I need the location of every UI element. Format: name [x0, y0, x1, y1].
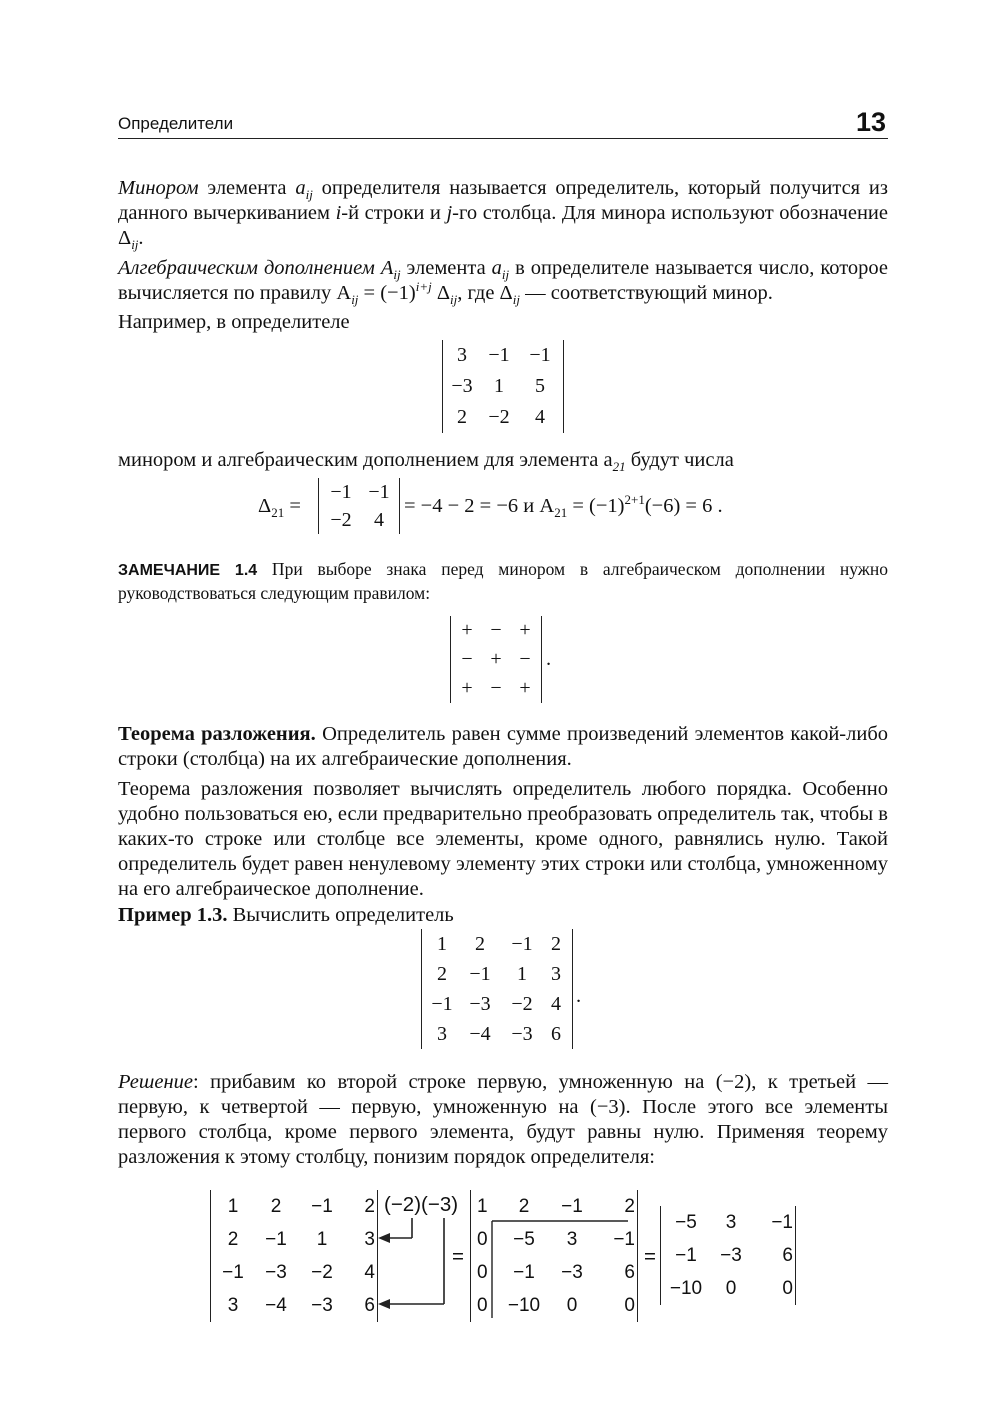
term-minor: Минором	[118, 177, 199, 199]
note-text: При выборе знака перед минором в алгебраическом дополнении нужно руководствоваться следующим правилом:	[118, 559, 888, 603]
matrix-row	[473, 1190, 635, 1223]
text: будут числа	[625, 449, 734, 471]
cell: 0	[782, 1277, 793, 1299]
sub: ij	[393, 267, 401, 283]
sub: ij	[512, 292, 520, 308]
final-determinant-middle	[470, 1190, 638, 1322]
matrix-row	[473, 1256, 635, 1289]
cell: 1	[316, 1228, 328, 1250]
sup: i+j	[415, 279, 432, 295]
sub: 21	[612, 459, 626, 475]
example-intro: Например, в определителе	[118, 311, 350, 333]
solution-text: : прибавим ко второй строке первую, умноженную на (−2), к третьей — первую, к четвертой — первую, умноженную на (−3). После этого все элементы первого столбца, кроме первого элемента, будут равны нулю. Применяя теорему разложения к этому столбцу, понизим порядок определителя:	[118, 1071, 888, 1168]
text: =	[284, 495, 301, 517]
cell: −1	[529, 344, 551, 366]
cell: 1	[437, 932, 447, 955]
theorem-text: Определитель равен сумме произведений элементов какой-либо строки (столбца) на их алгебраические дополнения.	[118, 723, 888, 770]
cell: −1	[368, 480, 390, 503]
cell: −1	[222, 1261, 244, 1283]
cell: −1	[675, 1244, 697, 1266]
text: элемента	[400, 257, 492, 279]
sub: 21	[271, 505, 285, 521]
cell: 4	[535, 406, 545, 428]
var-a: a	[491, 257, 502, 279]
cell: −	[519, 648, 531, 670]
sub: ij	[351, 292, 359, 308]
cell: +	[519, 619, 531, 641]
cell: 0	[725, 1277, 737, 1299]
sub: ij	[131, 237, 139, 253]
term-cofactor: Алгебраическим дополнением	[118, 257, 375, 279]
equals-sign-2: =	[644, 1245, 656, 1268]
matrix-table	[663, 1206, 793, 1305]
cell: −3	[451, 375, 473, 397]
cell: 3	[551, 962, 561, 985]
text: = −4 − 2 = −6 и A	[404, 495, 555, 517]
matrix-row	[663, 1206, 793, 1239]
matrix-row	[473, 1289, 635, 1322]
final-determinant-right	[660, 1206, 796, 1305]
cell: −2	[511, 992, 533, 1015]
cell: 6	[364, 1294, 375, 1316]
cell: −	[490, 619, 502, 641]
text: — соответствующий минор.	[519, 282, 773, 304]
cell: 3	[725, 1211, 737, 1233]
cell: −1	[311, 1195, 333, 1217]
cell: 0	[624, 1294, 635, 1316]
arrow-head	[378, 1233, 390, 1243]
cell: 6	[782, 1244, 793, 1266]
cell: 0	[477, 1261, 488, 1283]
text: = (−1)	[567, 495, 625, 517]
cell: 0	[477, 1294, 488, 1316]
cell: +	[461, 619, 473, 641]
text: Δ	[431, 282, 451, 304]
solution-title: Решение	[118, 1071, 193, 1093]
cell: −3	[265, 1261, 287, 1283]
cell: +	[490, 648, 502, 670]
sub: ij	[450, 292, 458, 308]
cell: −4	[469, 1022, 491, 1045]
cell: −	[461, 648, 473, 670]
text: -го столбца. Для минора используют обозначение Δ	[118, 202, 888, 249]
cell: −1	[613, 1228, 635, 1250]
cell: −1	[469, 962, 491, 985]
text: Δ	[258, 495, 272, 517]
cell: 2	[624, 1195, 635, 1217]
cell: −1	[513, 1261, 535, 1283]
note-label: ЗАМЕЧАНИЕ 1.4	[118, 562, 258, 579]
cell: 4	[374, 508, 384, 531]
cell: −1	[511, 932, 533, 955]
cell: −1	[561, 1195, 583, 1217]
cell: −2	[311, 1261, 333, 1283]
cell: 3	[364, 1228, 375, 1250]
page-number: 13	[855, 107, 886, 137]
matrix-table	[473, 1190, 635, 1322]
cell: 3	[457, 344, 467, 366]
cell: −1	[330, 480, 352, 503]
cell: 3	[566, 1228, 578, 1250]
cell: −10	[669, 1277, 703, 1299]
cell: 3	[437, 1022, 447, 1045]
cell: 0	[566, 1294, 578, 1316]
var-i: i	[335, 202, 342, 224]
matrix2-period: .	[576, 985, 582, 1007]
cell: 2	[518, 1195, 530, 1217]
cell: −1	[265, 1228, 287, 1250]
cell: 2	[437, 962, 447, 985]
cell: 6	[624, 1261, 635, 1283]
theorem-title: Теорема разложения.	[118, 723, 316, 745]
cell: 1	[517, 962, 527, 985]
var-j: j	[446, 202, 453, 224]
text: = (−1)	[358, 282, 416, 304]
text: минором и алгебраическим дополнением для элемента a	[118, 449, 613, 471]
cell: 6	[551, 1022, 561, 1045]
matrix-row	[663, 1272, 793, 1305]
cell: 4	[551, 992, 561, 1015]
cell: 2	[551, 932, 561, 955]
sup: 2+1	[624, 492, 645, 508]
example-title: Пример 1.3.	[118, 904, 228, 926]
cell: 3	[227, 1294, 239, 1316]
cell: −1	[488, 344, 510, 366]
text: .	[138, 227, 144, 249]
cell: −5	[675, 1211, 697, 1233]
cell: 2	[227, 1228, 239, 1250]
cell: −5	[513, 1228, 535, 1250]
sub: ij	[305, 187, 313, 203]
text: (−6) = 6 .	[644, 495, 723, 517]
cell: +	[461, 677, 473, 699]
var-A: A	[374, 257, 394, 279]
text: определителя называется определитель, который получится из данного вычеркиванием	[118, 177, 889, 224]
cell: 2	[364, 1195, 375, 1217]
equals-sign: =	[452, 1245, 464, 1268]
sub: ij	[501, 267, 510, 283]
cell: −3	[469, 992, 491, 1015]
var-a: a	[295, 177, 306, 199]
cell: 2	[457, 406, 467, 428]
matrix-row	[473, 1223, 635, 1256]
cell: −1	[771, 1211, 793, 1233]
cell: −3	[311, 1294, 333, 1316]
text: элемента	[198, 177, 296, 199]
example-text: Вычислить определитель	[227, 904, 454, 926]
cell: −4	[265, 1294, 287, 1316]
sign-matrix-period: .	[546, 648, 552, 670]
matrix-row	[663, 1239, 793, 1272]
cell: 5	[535, 375, 545, 397]
cell: −	[490, 677, 502, 699]
theorem-explanation: Теорема разложения позволяет вычислять определитель любого порядка. Особенно удобно пользоваться ею, если предварительно преобразовать определитель так, чтобы в каких-то строке или столбце все элементы, кроме одного, равнялись нулю. Такой определитель будет равен ненулевому элементу этих строки или столбца, умноженному на его алгебраическое дополнение.	[118, 778, 888, 900]
arrow-head	[378, 1299, 390, 1309]
cell: −2	[330, 508, 352, 531]
cell: 2	[475, 932, 485, 955]
cell: −2	[488, 406, 510, 428]
sub: 21	[554, 505, 568, 521]
cell: 0	[477, 1228, 488, 1250]
header-title: Определители	[118, 114, 234, 133]
cell: −3	[720, 1244, 742, 1266]
cell: −3	[561, 1261, 583, 1283]
text: , где Δ	[457, 282, 513, 304]
cell: +	[519, 677, 531, 699]
cell: 1	[477, 1195, 488, 1217]
cell: 1	[227, 1195, 239, 1217]
cell: −3	[511, 1022, 533, 1045]
cell: 2	[270, 1195, 282, 1217]
cell: 4	[364, 1261, 375, 1283]
text: в определителе называется число, которое вычисляется по правилу A	[118, 257, 889, 304]
row-multipliers: (−2)(−3)	[384, 1193, 459, 1216]
cell: −1	[431, 992, 453, 1015]
cell: −10	[507, 1294, 541, 1316]
text: -й строки и	[341, 202, 447, 224]
cell: 1	[494, 375, 504, 397]
